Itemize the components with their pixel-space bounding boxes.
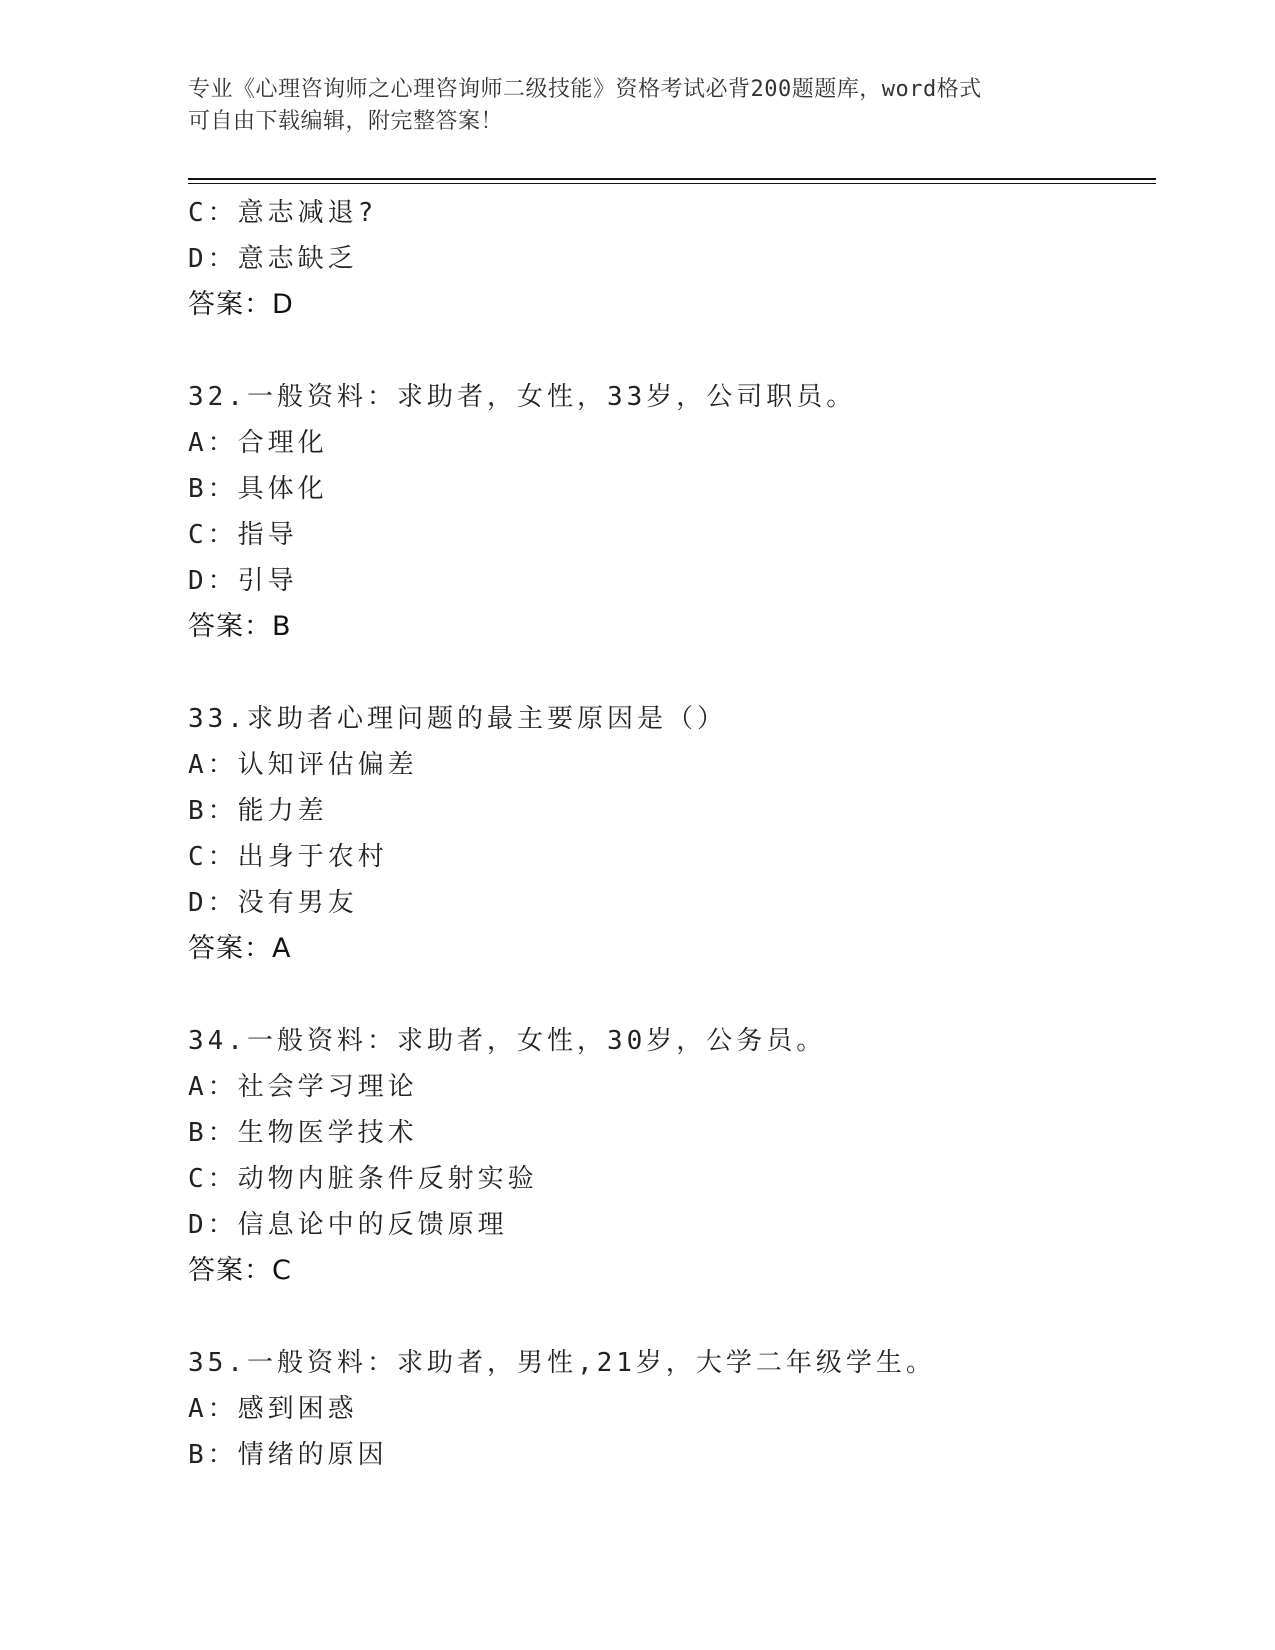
option-a: A：社会学习理论 [188,1072,418,1102]
option-c: C：指导 [188,520,298,550]
question-33 [188,696,1156,972]
option-c: C：动物内脏条件反射实验 [188,1164,538,1194]
spacer [188,650,1156,696]
spacer [188,1294,1156,1340]
header-line-2: 可自由下载编辑，附完整答案！ [188,109,504,134]
question-35 [188,1340,1156,1478]
option-a: A：认知评估偏差 [188,750,418,780]
answer-label: 答案：D [188,289,294,320]
spacer [188,328,1156,374]
option-d: D：没有男友 [188,888,358,918]
answer-label: 答案：B [188,611,292,642]
option-d: D：信息论中的反馈原理 [188,1210,508,1240]
question-stem: 34.一般资料：求助者，女性，30岁，公务员。 [188,1026,827,1056]
header-divider [188,178,1156,184]
option-c: C：意志减退? [188,198,378,228]
spacer [188,972,1156,1018]
option-d: D：引导 [188,566,298,596]
option-b: B：生物医学技术 [188,1118,418,1148]
option-d: D：意志缺乏 [188,244,358,274]
document-header [188,74,1088,138]
question-stem: 35.一般资料：求助者，男性,21岁，大学二年级学生。 [188,1348,936,1378]
question-32 [188,374,1156,650]
option-b: B：具体化 [188,474,328,504]
question-34 [188,1018,1156,1294]
answer-label: 答案：C [188,1255,292,1286]
question-fragment [188,190,1156,328]
question-list [188,190,1156,1478]
option-a: A：感到困惑 [188,1394,358,1424]
question-stem: 32.一般资料：求助者，女性，33岁，公司职员。 [188,382,857,412]
option-c: C：出身于农村 [188,842,388,872]
header-line-1: 专业《心理咨询师之心理咨询师二级技能》资格考试必背200题题库，word格式 [188,77,982,102]
option-a: A：合理化 [188,428,328,458]
option-b: B：情绪的原因 [188,1440,388,1470]
question-stem: 33.求助者心理问题的最主要原因是（） [188,704,727,734]
option-b: B：能力差 [188,796,328,826]
answer-label: 答案：A [188,933,292,964]
